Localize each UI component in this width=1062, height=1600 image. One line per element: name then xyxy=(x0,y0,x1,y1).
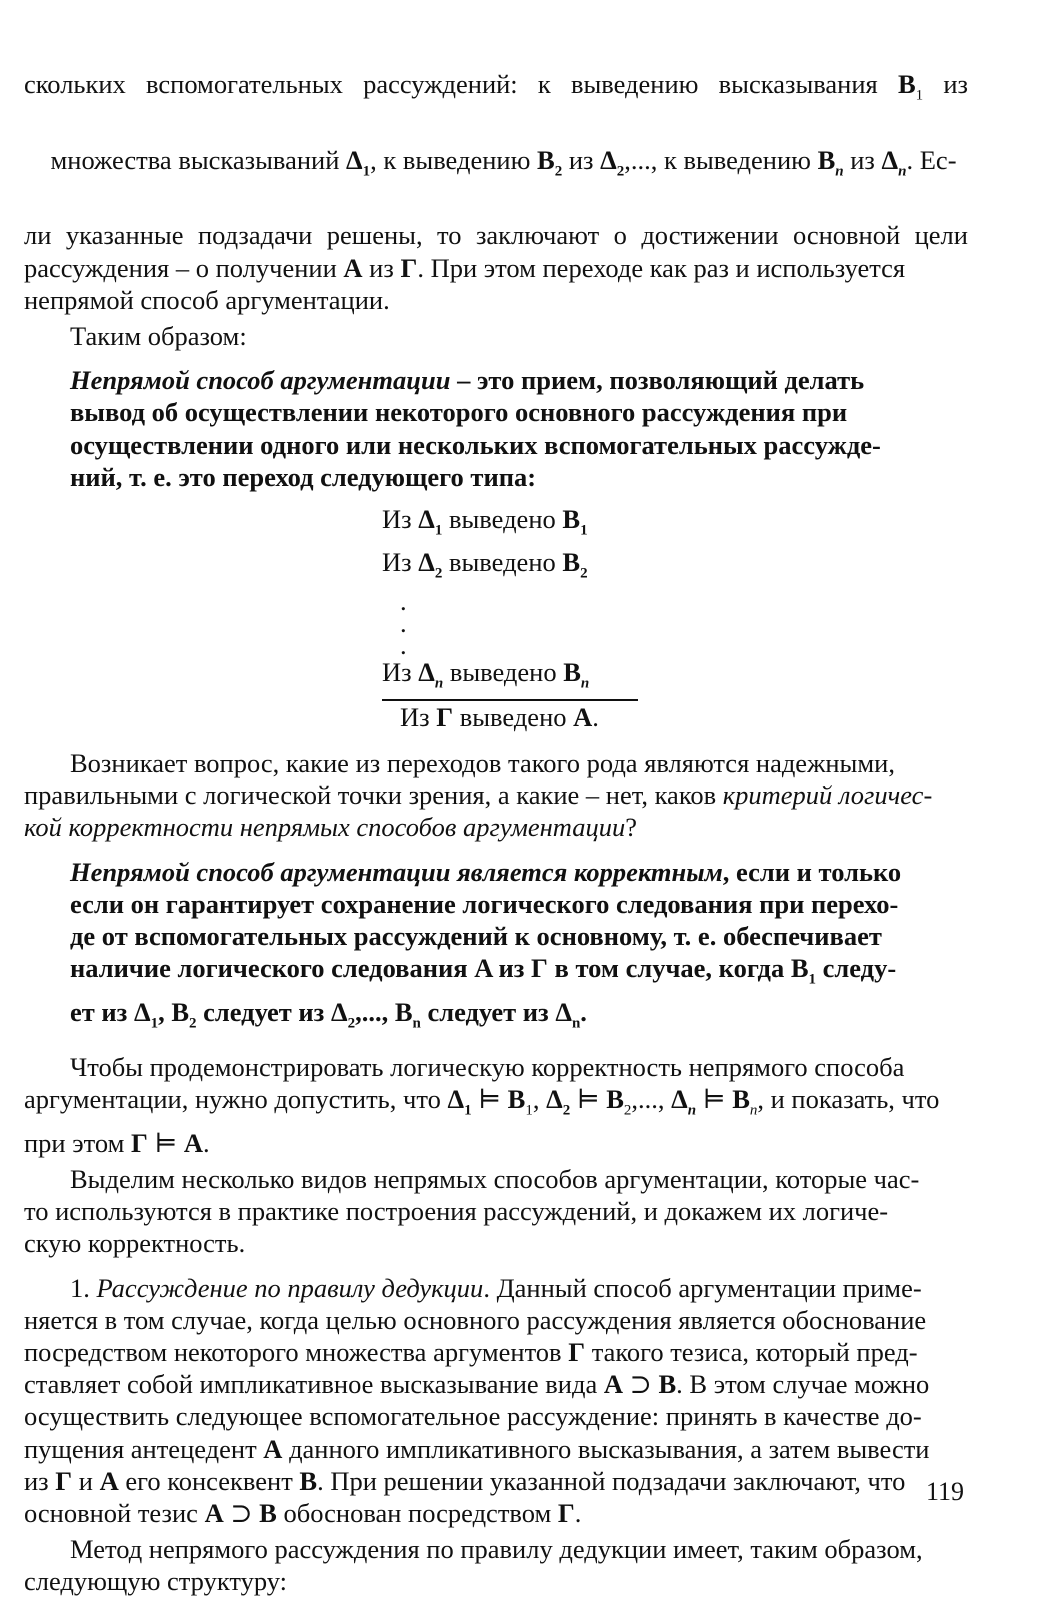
text-line: Возникает вопрос, какие из переходов такого рода являются надежными, xyxy=(70,747,895,778)
text-line: скую корректность. xyxy=(24,1228,246,1259)
text-line: Чтобы продемонстрировать логическую корректность непрямого способа xyxy=(70,1052,905,1083)
page-number: 119 xyxy=(926,1477,965,1506)
text-line: аргументации, нужно допустить, что $\Delta_1$ ⊨ $B_1$, $\Delta_2$ ⊨ $B_2$,..., $\Delta_n$ ⊨ $B_n$, и показать, что xyxy=(24,1084,940,1119)
text-line: рассуждения – о получении A из Г. При этом переходе как раз и используется xyxy=(24,252,906,283)
text-line: если он гарантирует сохранение логического следования при перехо- xyxy=(70,888,899,919)
ellipsis-dot: . xyxy=(400,629,407,660)
ellipsis-dot: . xyxy=(400,585,407,616)
definition-block xyxy=(70,364,956,493)
text-line: ний, т. е. это переход следующего типа: xyxy=(70,461,537,492)
text-line: при этом Г ⊨ A. xyxy=(24,1127,210,1158)
premise-line: Из $\Delta_2$ выведено $B_2$ xyxy=(382,547,588,582)
text-line: ли указанные подзадачи решены, то заключают о достижении основной цели xyxy=(24,220,968,251)
text-line: скольких вспомогательных рассуждений: к выведению высказывания $B_1$ из xyxy=(24,69,968,104)
text-line: непрямой способ аргументации. xyxy=(24,284,390,315)
text-line: посредством некоторого множества аргументов Г такого тезиса, который пред- xyxy=(24,1337,918,1368)
text-line: пущения антецедент A данного импликативного высказывания, а затем вывести xyxy=(24,1433,930,1464)
text-line: следующую структуру: xyxy=(24,1566,287,1597)
page-body xyxy=(24,68,968,1598)
text-line: вывод об осуществлении некоторого основного рассуждения при xyxy=(70,397,848,428)
text-line: 1. Рассуждение по правилу дедукции. Данный способ аргументации приме- xyxy=(70,1272,922,1303)
text-line: из Г и A его консеквент B. При решении указанной подзадачи заключают, что xyxy=(24,1465,906,1496)
definition-block xyxy=(70,856,956,1040)
text-line: кой корректности непрямых способов аргументации? xyxy=(24,812,637,843)
conclusion-line: Из Г выведено A. xyxy=(382,699,638,733)
text-line: основной тезис A ⊃ B обоснован посредством Г. xyxy=(24,1498,582,1529)
text-line: де от вспомогательных рассуждений к основному, т. е. обеспечивает xyxy=(70,920,882,951)
text-line: Непрямой способ аргументации является корректным, если и только xyxy=(70,856,902,887)
text-line: ставляет собой импликативное высказывание вида A ⊃ B. В этом случае можно xyxy=(24,1369,930,1400)
text-line: Метод непрямого рассуждения по правилу дедукции имеет, таким образом, xyxy=(70,1534,923,1565)
text-line: правильными с логической точки зрения, а какие – нет, каков критерий логичес- xyxy=(24,780,933,811)
text-line: Выделим несколько видов непрямых способов аргументации, которые час- xyxy=(70,1164,920,1195)
ellipsis-dot: . xyxy=(400,607,407,638)
text-line: ет из $\Delta_1$, $B_2$ следует из $\Delta_2$,..., $B_n$ следует из $\Delta_n$. xyxy=(70,996,587,1031)
text-line: Таким образом: xyxy=(70,321,247,352)
text-line: Непрямой способ аргументации – это прием, позволяющий делать xyxy=(70,365,865,396)
inference-scheme xyxy=(382,503,642,733)
text-line: няется в том случае, когда целью основного рассуждения является обоснование xyxy=(24,1304,927,1335)
text-line: осуществлении одного или нескольких вспомогательных рассужде- xyxy=(70,429,881,460)
premise-line: Из $\Delta_n$ выведено $B_n$ xyxy=(382,656,590,691)
text-line: то используются в практике построения рассуждений, и докажем их логиче- xyxy=(24,1196,889,1227)
text-line: наличие логического следования A из Г в том случае, когда $B_1$ следу- xyxy=(70,953,897,988)
premise-line: Из $\Delta_1$ выведено $B_1$ xyxy=(382,504,588,539)
text-line: осуществить следующее вспомогательное рассуждение: принять в качестве до- xyxy=(24,1401,922,1432)
text-line: множества высказываний $\Delta_1$, к выведению $B_2$ из $\Delta_2$,..., к выведению $B_n$ из $\Delta_n$. Ес- xyxy=(50,144,957,179)
